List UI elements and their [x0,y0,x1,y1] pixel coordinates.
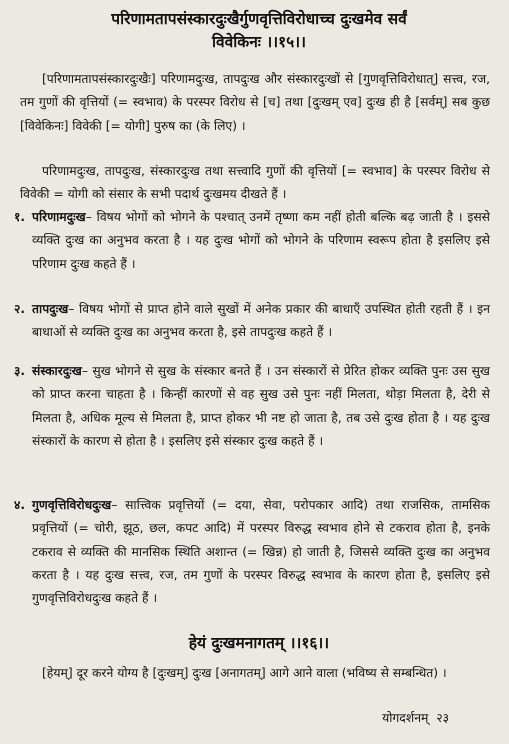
list-item-term: गुणवृत्तिविरोधदुःख [32,498,112,512]
page-footer [382,708,449,728]
explanation-text: परिणामदुःख, तापदुःख, संस्कारदुःख तथा सत्त्वादि गुणों की वृत्तियों [= स्वभाव] के परस्पर विरोध से विवेकी = योगी को संसार के सभी पदार्थ दुःखमय दीखते हैं । [20,164,490,202]
list-item-term: संस्कारदुःख [32,364,82,378]
list-item-term: परिणामदुःख [32,210,86,224]
list-item-tapa-dukha [14,298,490,345]
explanation-paragraph [20,160,490,207]
sutra-16-word-meaning-text: [हेयम्] दूर करने योग्य है [दुःखम्] दुःख [अनागतम्] आगे आने वाला (भविष्य से सम्बन्धित) । [42,666,447,680]
sutra-15-heading [24,8,494,54]
list-item-number: ३. [14,364,26,378]
list-item-number: ४. [14,498,26,512]
list-item-gunavritti-virodha-dukha [14,494,490,610]
list-item-text: – सुख भोगने से सुख के संस्कार बनते हैं । उन संस्कारों से प्रेरित होकर व्यक्ति पुनः उस सुख को प्राप्त करना चाहता है । किन्हीं कारणों से वह सुख उसे पुनः नहीं मिलता, थोड़ा मिलता है, देरी से मिलता है, अधिक मूल्य से मिलता है, प्राप्त होकर भी नष्ट हो जाता है, तब उसे दुःख होता है । यह दुःख संस्कारों के कारण से होता है । इसलिए इसे संस्कार दुःख कहते हैं । [32,364,490,448]
list-item-samskara-dukha [14,360,490,453]
sutra-15-line-1: परिणामतापसंस्कारदुःखैर्गुणवृत्तिविरोधाच्च दुःखमेव सर्वं [111,10,407,28]
sutra-16-word-meaning [20,662,490,685]
list-item-text: – विषय भोगों को भोगने के पश्चात् उनमें तृष्णा कम नहीं होती बल्कि बढ़ जाती है । इससे व्यक्ति दुःख का अनुभव करता है । यह दुःख भोगों को भोगने के परिणाम स्वरूप होता है इसलिए इसे परिणाम दुःख कहते हैं । [32,210,490,271]
book-title: योगदर्शनम् [382,711,429,725]
list-item-text: – विषय भोगों से प्राप्त होने वाले सुखों में अनेक प्रकार की बाधाएँ उपस्थित होती रहती हैं । इन बाधाओं से व्यक्ति दुःख का अनुभव करता है, इसे तापदुःख कहते हैं । [32,302,490,340]
list-item-term: तापदुःख [32,302,69,316]
word-meaning-text: [परिणामतापसंस्कारदुःखैः] परिणामदुःख, तापदुःख और संस्कारदुःखों से [गुणवृत्तिविरोधात्] सत्त्व, रज, तम गुणों की वृत्तियों (= स्वभाव) के परस्पर विरोध से [च] तथा [दुःखम् एव] दुःख ही है [सर्वम्] सब कुछ [विवेकिनः] विवेकी [= योगी] पुरुष का (के लिए) । [20,72,490,133]
page-number: २३ [436,711,449,725]
list-item-number: १. [14,210,26,224]
list-item-text: – सात्त्विक प्रवृत्तियों (= दया, सेवा, परोपकार आदि) तथा राजसिक, तामसिक प्रवृत्तियों (= चोरी, झूठ, छल, कपट आदि) में परस्पर विरुद्ध स्वभाव होने से टकराव होता है, इनके टकराव से व्यक्ति की मानसिक स्थिति अशान्त (= खिन्न) हो जाती है, जिससे व्यक्ति दुःख का अनुभव करता है । यह दुःख सत्त्व, रज, तम गुणों के परस्पर विरुद्ध स्वभाव के कारण होता है, इसलिए इसे गुणवृत्तिविरोधदुःख कहते हैं । [32,498,490,606]
sutra-16-heading: हेयं दुःखमनागतम् ।।१६।। [188,634,330,652]
list-item-parinama-dukha [14,206,490,276]
sutra-15-line-2: विवेकिनः ।।१५।। [212,33,306,51]
word-meaning-paragraph [20,68,490,138]
list-item-number: २. [14,302,26,316]
